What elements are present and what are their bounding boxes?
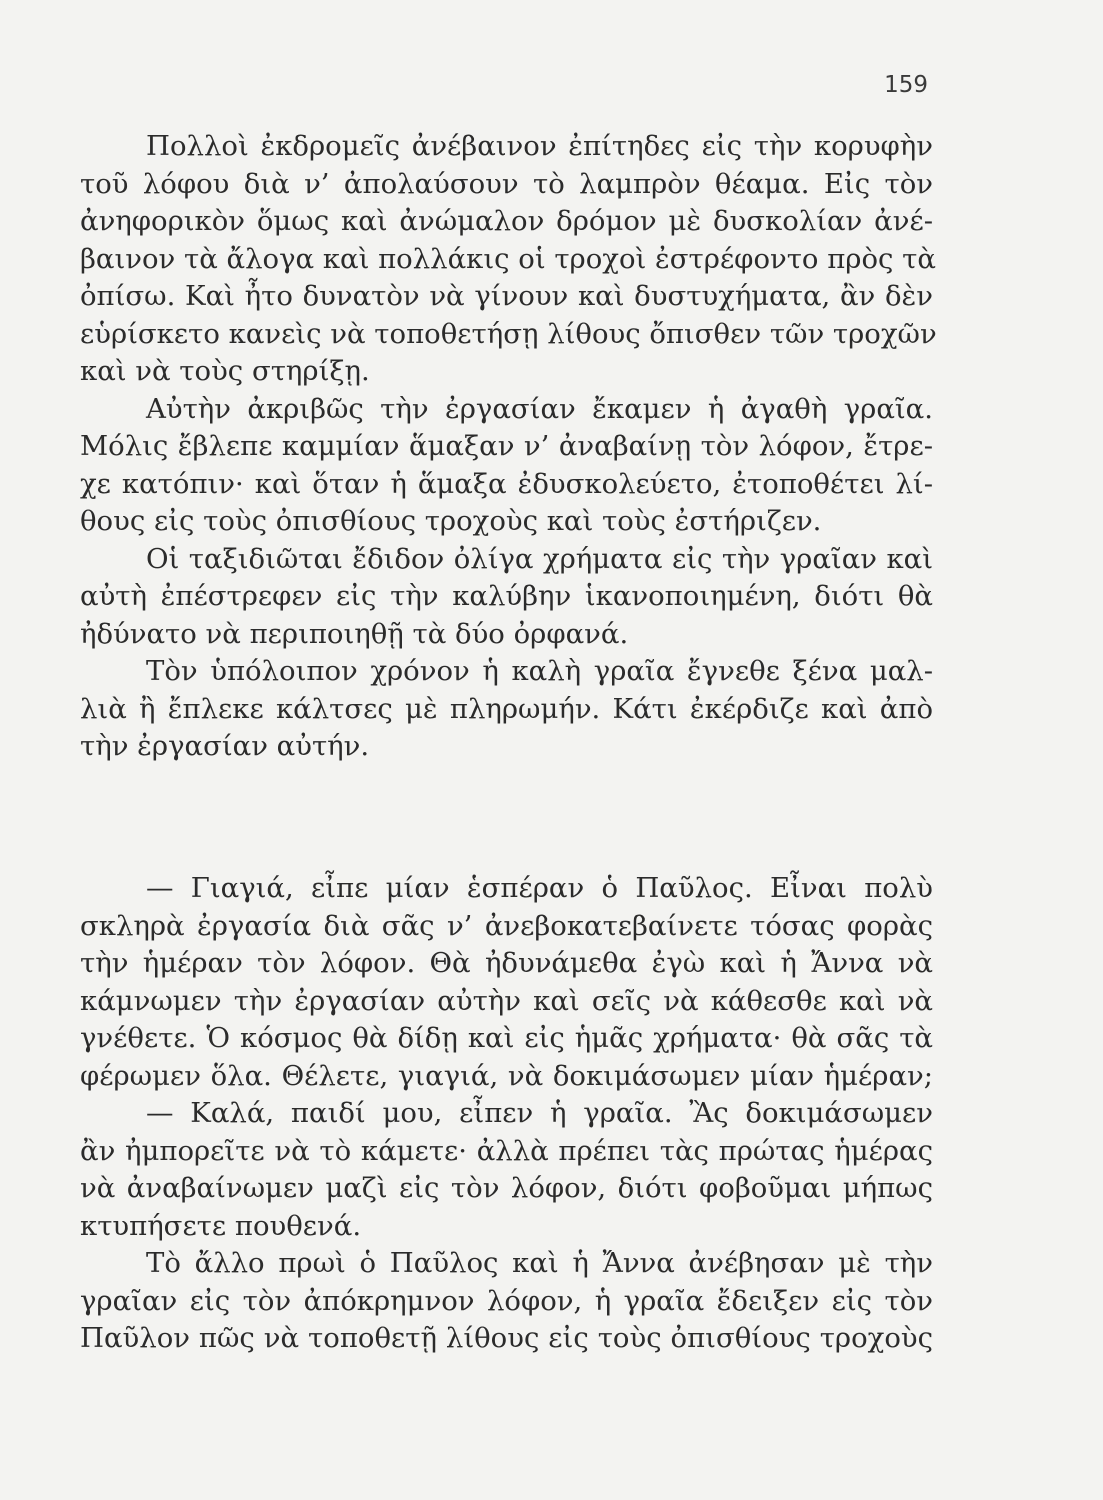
text-line: γραῖαν εἰς τὸν ἀπόκρημνον λόφον, ἡ γραῖα ἔδειξεν εἰς τὸν — [80, 1284, 933, 1317]
text-line: Οἱ ταξιδιῶται ἔδιδον ὀλίγα χρήματα εἰς τὴν γραῖαν καὶ — [146, 542, 933, 575]
text-line: Τὸ ἄλλο πρωὶ ὁ Παῦλος καὶ ἡ Ἄννα ἀνέβησαν μὲ τὴν — [146, 1247, 933, 1279]
text-block-bottom — [80, 870, 933, 1358]
text-line: χε κατόπιν· καὶ ὅταν ἡ ἅμαξα ἐδυσκολεύετο, ἐτοποθέτει λί- — [80, 467, 933, 500]
text-line: — Καλά, παιδί μου, εἶπεν ἡ γραῖα. Ἂς δοκιμάσωμεν — [146, 1097, 933, 1129]
text-line: Αὐτὴν ἀκριβῶς τὴν ἐργασίαν ἔκαμεν ἡ ἀγαθὴ γραῖα. — [146, 392, 933, 425]
text-line: Τὸν ὑπόλοιπον χρόνον ἡ καλὴ γραῖα ἔγνεθε ξένα μαλ- — [146, 655, 933, 687]
text-block-top — [80, 128, 937, 766]
text-line: αὐτὴ ἐπέστρεφεν εἰς τὴν καλύβην ἱκανοποιημένη, διότι θὰ — [80, 580, 933, 612]
text-line: φέρωμεν ὅλα. Θέλετε, γιαγιά, νὰ δοκιμάσωμεν μίαν ἡμέραν; — [80, 1059, 933, 1092]
text-line: θους εἰς τοὺς ὀπισθίους τροχοὺς καὶ τοὺς ἐστήριζεν. — [80, 505, 822, 537]
text-line: Παῦλον πῶς νὰ τοποθετῇ λίθους εἰς τοὺς ὀπισθίους τροχοὺς — [80, 1322, 933, 1354]
text-line: ἂν ἠμπορεῖτε νὰ τὸ κάμετε· ἀλλὰ πρέπει τὰς πρώτας ἡμέρας — [80, 1134, 933, 1167]
text-line: κτυπήσετε πουθενά. — [80, 1209, 362, 1242]
text-line: — Γιαγιά, εἶπε μίαν ἑσπέραν ὁ Παῦλος. Εἶναι πολὺ — [146, 872, 933, 904]
text-line: Μόλις ἔβλεπε καμμίαν ἅμαξαν ν’ ἀναβαίνῃ τὸν λόφον, ἔτρε- — [80, 430, 933, 462]
text-line: τὴν ἡμέραν τὸν λόφον. Θὰ ἠδυνάμεθα ἐγὼ καὶ ἡ Ἄννα νὰ — [80, 947, 933, 979]
text-line: κάμνωμεν τὴν ἐργασίαν αὐτὴν καὶ σεῖς νὰ κάθεσθε καὶ νὰ — [80, 984, 933, 1017]
text-line: λιὰ ἢ ἔπλεκε κάλτσες μὲ πληρωμήν. Κάτι ἐκέρδιζε καὶ ἀπὸ — [80, 692, 933, 725]
text-line: καὶ νὰ τοὺς στηρίξῃ. — [80, 355, 370, 387]
text-line: ἀνηφορικὸν ὅμως καὶ ἀνώμαλον δρόμον μὲ δυσκολίαν ἀνέ- — [80, 205, 933, 237]
text-line: βαινον τὰ ἄλογα καὶ πολλάκις οἱ τροχοὶ ἐστρέφοντο πρὸς τὰ — [80, 242, 936, 275]
text-line: Πολλοὶ ἐκδρομεῖς ἀνέβαινον ἐπίτηδες εἰς τὴν κορυφὴν — [146, 130, 933, 162]
text-line: ἠδύνατο νὰ περιποιηθῇ τὰ δύο ὀρφανά. — [80, 617, 629, 650]
text-line: ὀπίσω. Καὶ ἦτο δυνατὸν νὰ γίνουν καὶ δυστυχήματα, ἂν δὲν — [80, 280, 933, 312]
text-line: εὑρίσκετο κανεὶς νὰ τοποθετήσῃ λίθους ὄπισθεν τῶν τροχῶν — [80, 317, 937, 350]
text-line: σκληρὰ ἐργασία διὰ σᾶς ν’ ἀνεβοκατεβαίνετε τόσας φορὰς — [80, 909, 933, 942]
text-line: τοῦ λόφου διὰ ν’ ἀπολαύσουν τὸ λαμπρὸν θέαμα. Εἰς τὸν — [80, 167, 933, 200]
text-line: τὴν ἐργασίαν αὐτήν. — [80, 730, 370, 762]
page-number: 159 — [884, 72, 928, 98]
text-line: νὰ ἀναβαίνωμεν μαζὶ εἰς τὸν λόφον, διότι φοβοῦμαι μήπως — [80, 1172, 933, 1204]
text-line: γνέθετε. Ὁ κόσμος θὰ δίδῃ καὶ εἰς ἡμᾶς χρήματα· θὰ σᾶς τὰ — [80, 1022, 933, 1054]
